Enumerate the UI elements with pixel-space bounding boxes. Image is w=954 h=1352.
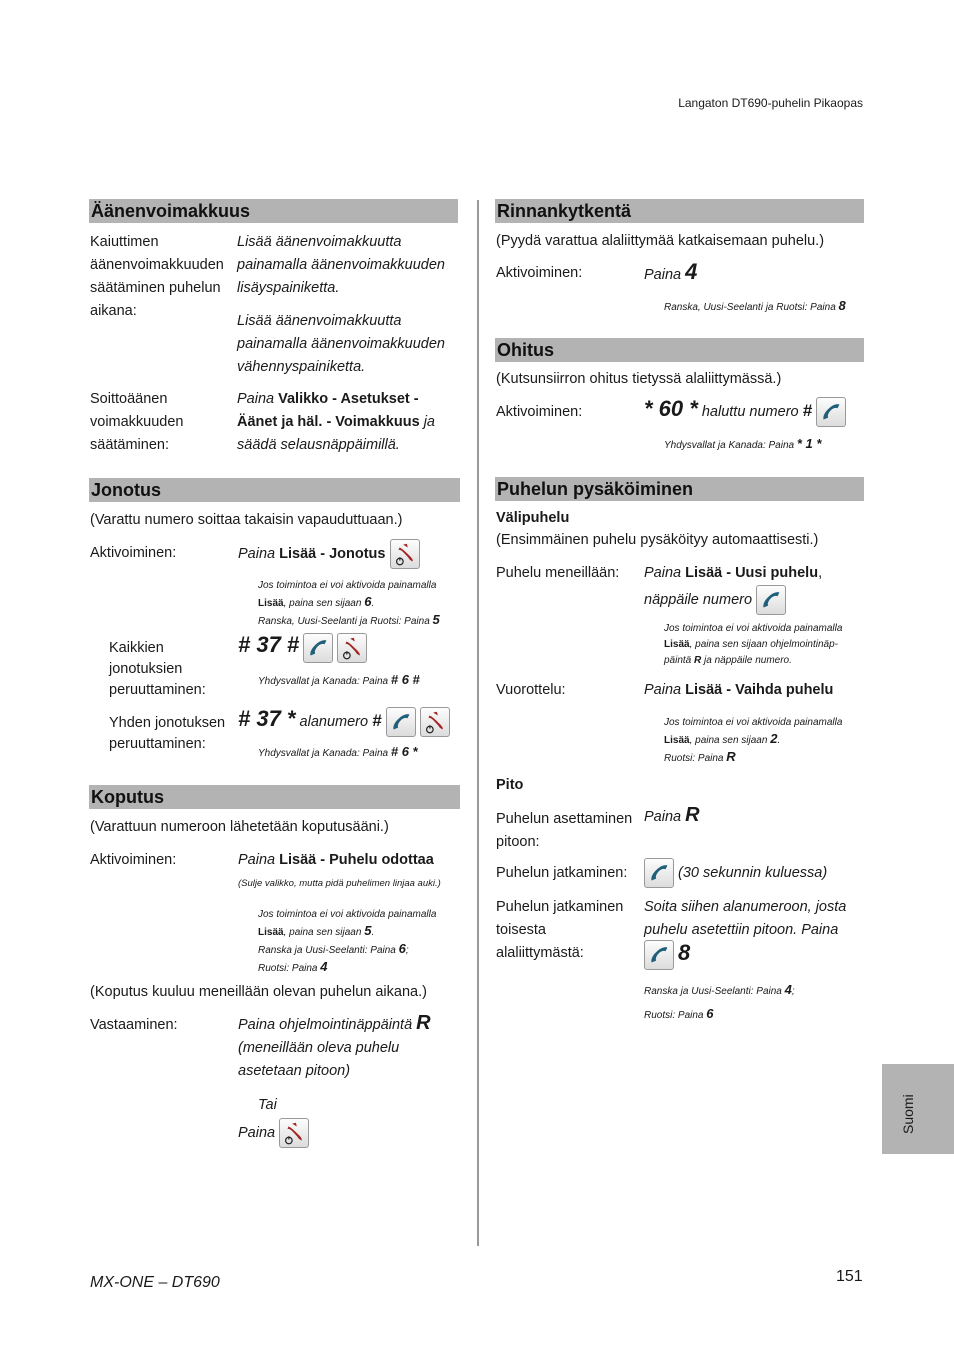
section-header-volume: Äänenvoimakkuus	[89, 199, 458, 223]
cancel-one-note: Yhdysvallat ja Kanada: Paina # 6 *	[258, 744, 418, 759]
ongoing-note: Jos toimintoa ei voi aktivoida painamalla Lisää, paina sen sijaan ohjelmointinäp- päintä R ja näppäile numero.	[664, 623, 843, 666]
swap-note: Jos toimintoa ei voi aktivoida painamalla Lisää, paina sen sijaan 2. Ruotsi: Paina R	[664, 717, 843, 764]
running-header: Langaton DT690-puhelin Pikaopas	[678, 96, 863, 110]
footer-product: MX-ONE – DT690	[90, 1274, 220, 1291]
ohitus-intro: (Kutsunsiirron ohitus tietyssä alaliittymässä.)	[496, 371, 782, 387]
swap-label: Vuorottelu:	[496, 682, 566, 698]
jonotus-activate-label: Aktivoiminen:	[90, 545, 177, 561]
swap-text: Paina Lisää - Vaihda puhelu	[644, 682, 834, 698]
answer-key-icon	[386, 707, 416, 737]
rinnankytkenta-intro: (Pyydä varattua alaliittymää katkaisemaan puhelu.)	[496, 233, 825, 249]
jonotus-note: Jos toimintoa ei voi aktivoida painamalla Lisää, paina sen sijaan 6. Ranska, Uusi-Seelanti ja Ruotsi: Paina 5	[258, 580, 440, 627]
valipuhelu-heading: Välipuhelu	[496, 510, 570, 526]
volume-increase-text: Lisää äänenvoimakkuutta painamalla äänenvoimakkuuden lisäyspainiketta.	[237, 234, 445, 296]
section-header-pysakointi: Puhelun pysäköiminen	[495, 477, 864, 501]
cancel-all-code: # 37 #	[238, 632, 367, 663]
ohitus-activate-text: * 60 * haluttu numero #	[644, 396, 846, 427]
koputus-intro2: (Koputus kuuluu meneillään olevan puhelun aikana.)	[90, 984, 427, 1000]
jonotus-intro: (Varattu numero soittaa takaisin vapauduttuaan.)	[90, 512, 403, 528]
koputus-activate-label: Aktivoiminen:	[90, 852, 177, 868]
section-header-ohitus: Ohitus	[495, 338, 864, 362]
tai-text: Tai	[258, 1097, 277, 1113]
ohitus-activate-label: Aktivoiminen:	[496, 404, 583, 420]
answer-key-icon	[756, 585, 786, 615]
volume-decrease-text: Lisää äänenvoimakkuutta painamalla äänenvoimakkuuden vähennyspainiketta.	[237, 313, 445, 375]
ongoing-text: Paina Lisää - Uusi puhelu, näppäile numero	[644, 562, 822, 615]
rinnankytkenta-activate-label: Aktivoiminen:	[496, 265, 583, 281]
answer-key-icon	[303, 633, 333, 663]
hangup-key-icon	[390, 539, 420, 569]
cancel-all-label: Kaikkien jonotuksien peruuttaminen:	[109, 640, 206, 698]
answer-key-icon	[644, 858, 674, 888]
page-number: 151	[836, 1268, 863, 1285]
language-tab: Suomi	[882, 1064, 954, 1154]
resume-label: Puhelun jatkaminen:	[496, 865, 628, 881]
koputus-activate-text: Paina Lisää - Puhelu odottaa	[238, 852, 434, 868]
hangup-key-icon	[337, 633, 367, 663]
volume-call-label: Kaiuttimen äänenvoimakkuuden säätäminen puhelun aikana:	[90, 234, 224, 319]
ring-volume-text: Paina Valikko - Asetukset - Äänet ja häl. - Voimakkuus ja säädä selausnäppäimillä.	[237, 391, 435, 453]
cancel-one-label: Yhden jonotuksen peruuttaminen:	[109, 715, 226, 752]
paina-hangup: Paina	[238, 1118, 309, 1148]
pito-heading: Pito	[496, 777, 524, 793]
resume2-note: Ranska ja Uusi-Seelanti: Paina 4; Ruotsi: Paina 6	[644, 982, 795, 1021]
resume2-text: Soita siihen alanumeroon, josta puhelu asetettiin pitoon. Paina	[644, 899, 847, 938]
answer-label: Vastaaminen:	[90, 1017, 178, 1033]
answer-key-icon	[816, 397, 846, 427]
hangup-key-icon	[279, 1118, 309, 1148]
section-header-jonotus: Jonotus	[89, 478, 460, 502]
resume2-keys: 8	[644, 940, 690, 970]
resume-text: (30 sekunnin kuluessa)	[644, 858, 827, 888]
hold-label: Puhelun asettaminen pitoon:	[496, 811, 633, 850]
answer-key-icon	[644, 940, 674, 970]
cancel-one-code: # 37 * alanumero #	[238, 706, 450, 737]
hangup-key-icon	[420, 707, 450, 737]
valipuhelu-intro: (Ensimmäinen puhelu pysäköityy automaattisesti.)	[496, 532, 819, 548]
koputus-note: Jos toimintoa ei voi aktivoida painamalla Lisää, paina sen sijaan 5. Ranska ja Uusi-Seelanti: Paina 6; Ruotsi: Paina 4	[258, 909, 437, 974]
koputus-sub: (Sulje valikko, mutta pidä puhelimen linjaa auki.)	[238, 878, 441, 889]
ongoing-label: Puhelu meneillään:	[496, 565, 620, 581]
section-header-rinnankytkenta: Rinnankytkentä	[495, 199, 864, 223]
section-header-koputus: Koputus	[89, 785, 460, 809]
koputus-intro: (Varattuun numeroon lähetetään koputusääni.)	[90, 819, 389, 835]
hold-text: Paina R	[644, 804, 700, 826]
rinnankytkenta-note: Ranska, Uusi-Seelanti ja Ruotsi: Paina 8	[664, 298, 846, 313]
column-divider	[477, 200, 479, 1246]
resume2-label: Puhelun jatkaminen toisesta alaliittymästä:	[496, 899, 624, 961]
rinnankytkenta-activate-text: Paina 4	[644, 259, 698, 284]
ohitus-note: Yhdysvallat ja Kanada: Paina * 1 *	[664, 436, 822, 451]
jonotus-activate-text: Paina Lisää - Jonotus	[238, 539, 420, 569]
ring-volume-label: Soittoäänen voimakkuuden säätäminen:	[90, 391, 184, 453]
cancel-all-note: Yhdysvallat ja Kanada: Paina # 6 #	[258, 672, 420, 687]
answer-text: Paina ohjelmointinäppäintä R (meneillään oleva puhelu asetetaan pitoon)	[238, 1012, 431, 1079]
